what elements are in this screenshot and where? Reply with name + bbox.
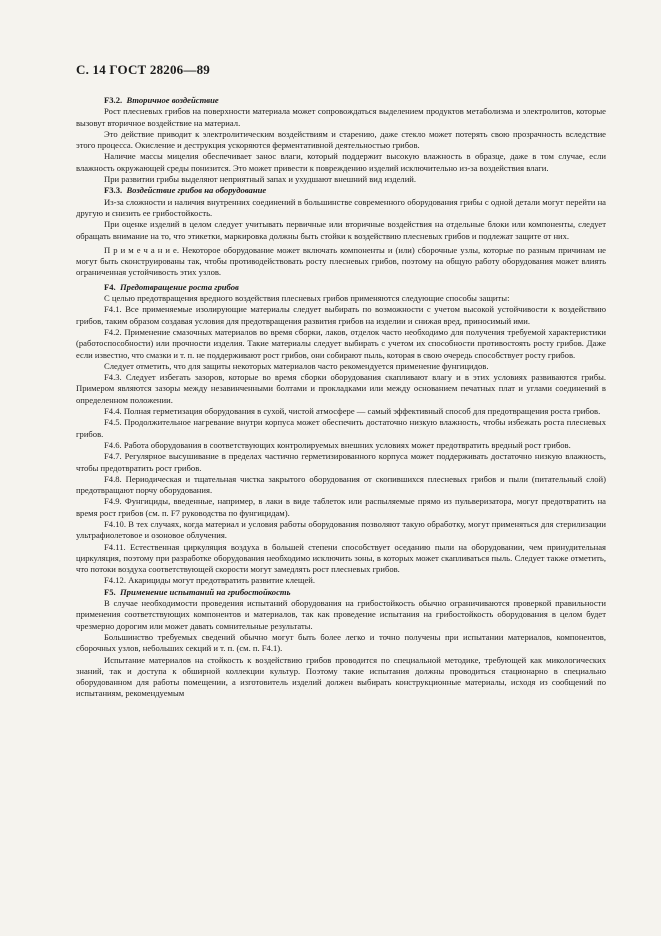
section-number: F4. xyxy=(104,281,116,292)
paragraph: F4.9. Фунгициды, введенные, например, в лаки в виде таблеток или распыляемые прямо из пульверизатора, могут предотвратить на время рост грибов (см. п. F7 руководства по фунгицидам). xyxy=(76,496,606,518)
paragraph: F4.10. В тех случаях, когда материал и условия работы оборудования позволяют такую обработку, могут применяться для стерилизации ультрафиолетовое и озоновое облучения. xyxy=(76,518,606,541)
section-heading xyxy=(76,95,606,106)
paragraph: При оценке изделий в целом следует учитывать первичные или вторичные воздействия на отдельные блоки или компоненты, следует обращать внимание на то, что этикетки, маркировка должны быть стойки к воздействию плесневых грибов и подлежат защите от них. xyxy=(76,219,606,241)
paragraph: Наличие массы мицелия обеспечивает занос влаги, который поддержит высокую влажность в образце, даже в том случае, если влажность окружающей среды понизится. Это может привести к повреждению изделий исключительно из-за воздействия влаги. xyxy=(76,151,606,173)
section-heading xyxy=(76,587,606,598)
paragraph: F4.3. Следует избегать зазоров, которые во время сборки оборудования скапливают влагу и в этих условиях развиваются грибы. Примером являются зазоры между незавинченными болтами и прокладками или между основанием печатных плат и углами соединений в определенном положении. xyxy=(76,372,606,405)
section-title: Применение испытаний на грибостойкость xyxy=(120,586,291,597)
paragraph: Испытание материалов на стойкость к воздействию грибов проводится по специальной методике, требующей как микологических знаний, так и доступа к обширной коллекции культур. Поэтому такие испытания должны проводиться стационарно в специально оборудованном для работы помещении, а изготовитель изделий должен выбирать конструкционные материалы, исходя из сообщений по испытаниям, рекомендуемым xyxy=(76,654,606,699)
page-header: С. 14 ГОСТ 28206—89 xyxy=(76,62,210,77)
paragraph: F4.11. Естественная циркуляция воздуха в большей степени способствует оседанию пыли на оборудовании, чем принудительная циркуляция, поэтому при разработке оборудования необходимо исключить зоны, в которых может скапливаться пыль. Следует также отметить, что потоки воздуха соответствующей скорости могут замедлять рост плесневых грибов. xyxy=(76,541,606,575)
note-paragraph: П р и м е ч а н и е. Некоторое оборудование может включать компоненты и (или) сборочные узлы, которые по разным причинам не могут быть сконструированы так, чтобы противодействовать росту плесневых грибов, поэтому на общую работу оборудования может влиять ограниченная устойчивость этих узлов. xyxy=(76,244,606,278)
section-heading xyxy=(76,282,606,293)
paragraph: F4.8. Периодическая и тщательная чистка закрытого оборудования от скопившихся плесневых грибов и пыли (питательный слой) предотвращают порчу оборудования. xyxy=(76,473,606,496)
paragraph: Это действие приводит к электролитическим воздействиям и старению, даже стекло может потерять свою прозрачность вследствие этого процесса. Окисление и деструкция ускоряются ферментативной деятельностью грибов. xyxy=(76,128,606,151)
paragraph: F4.7. Регулярное высушивание в пределах частично герметизированного корпуса может поддерживать достаточно низкую влажность, чтобы предотвратить рост грибов. xyxy=(76,451,606,473)
paragraph: Из-за сложности и наличия внутренних соединений в большинстве современного оборудования грибы с одной детали могут перейти на другую и снизить ее грибостойкость. xyxy=(76,196,606,218)
section-title: Воздействие грибов на оборудование xyxy=(126,185,267,196)
paragraph: Рост плесневых грибов на поверхности материала может сопровождаться выделением продуктов метаболизма и электролитов, которые вызовут вторичное воздействие на материал. xyxy=(76,106,606,128)
paragraph: F4.6. Работа оборудования в соответствующих контролируемых внешних условиях может предотвратить вредный рост грибов. xyxy=(104,439,571,450)
paragraph: С целью предотвращения вредного воздействия плесневых грибов применяются следующие способы защиты: xyxy=(104,293,510,304)
paragraph: F4.12. Акарициды могут предотвратить развитие клещей. xyxy=(104,575,315,586)
section-title: Предотвращение роста грибов xyxy=(120,281,239,292)
paragraph: В случае необходимости проведения испытаний оборудования на грибостойкость обычно ограничиваются проверкой правильности применения соответствующих компонентов и материалов, так как проведение испытания на грибостойкость оборудования в целом будет чрезмерно дорогим или может давать сомнительные результаты. xyxy=(76,598,606,631)
paragraph: Большинство требуемых сведений обычно могут быть более легко и точно получены при испытании материалов, компонентов, сборочных узлов, небольших секций и т. п. (см. п. F4.1). xyxy=(76,631,606,654)
paragraph: F4.2. Применение смазочных материалов во время сборки, лаков, отделок часто необходимо для получения требуемой характеристики (работоспособности) или прочности изделия. Такие материалы следует выбирать с учетом их способности противостоять росту грибов. Даже если известно, что смазки и т. п. не поддерживают рост грибов, они собирают пыль, которая в свою очередь способствует росту грибов. xyxy=(76,326,606,360)
paragraph: При развитии грибы выделяют неприятный запах и ухудшают внешний вид изделий. xyxy=(104,174,417,185)
paragraph: F4.1. Все применяемые изолирующие материалы следует выбирать по возможности с учетом высокой устойчивости к воздействию грибов, таким образом создавая условия для предотвращения развития грибов на изделии и снижая вред, приносимый ими. xyxy=(76,304,606,326)
paragraph: F4.4. Полная герметизация оборудования в сухой, чистой атмосфере — самый эффективный способ для предотвращения роста грибов. xyxy=(104,406,601,417)
section-number: F5. xyxy=(104,586,116,597)
document-body xyxy=(76,95,606,700)
section-title: Вторичное воздействие xyxy=(126,95,219,105)
section-number: F3.3. xyxy=(104,185,123,196)
paragraph: Следует отметить, что для защиты некоторых материалов часто рекомендуется применение фунгицидов. xyxy=(104,360,489,371)
paragraph: F4.5. Продолжительное нагревание внутри корпуса может обеспечить достаточно низкую влажность, чтобы избежать роста плесневых грибов. xyxy=(76,417,606,439)
section-heading xyxy=(76,185,606,196)
section-number: F3.2. xyxy=(104,95,123,105)
